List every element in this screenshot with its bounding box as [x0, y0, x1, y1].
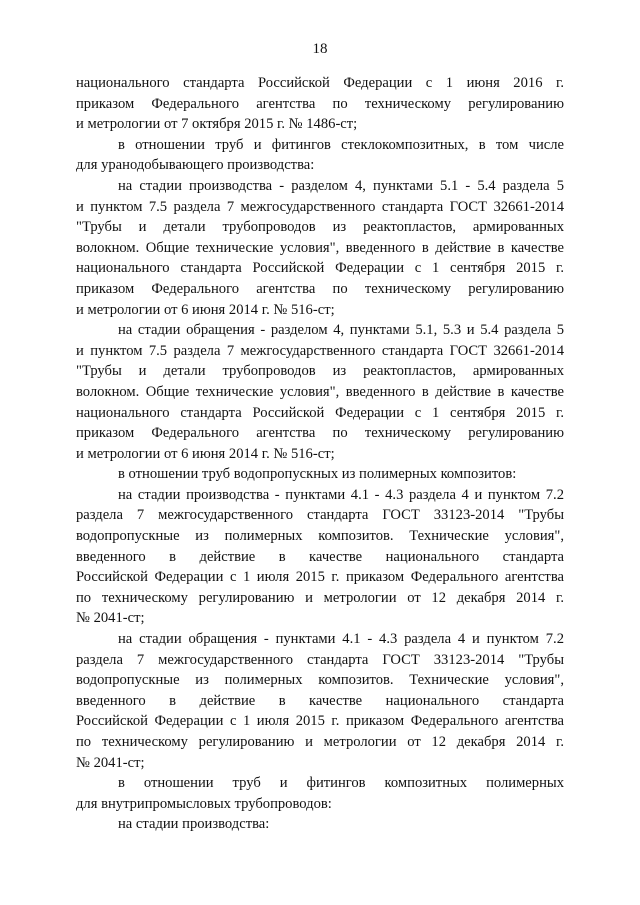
- text-line: приказом Федерального агентства по техническому регулированию: [76, 280, 564, 297]
- text-line: на стадии производства:: [118, 816, 270, 833]
- text-line: введенного в действие в качестве национального стандарта: [76, 692, 564, 709]
- text-line: в отношении труб и фитингов композитных полимерных: [118, 775, 564, 792]
- text-line: раздела 7 межгосударственного стандарта ГОСТ 33123-2014 "Трубы: [76, 651, 564, 668]
- text-line: волокном. Общие технические условия", введенного в действие в качестве: [76, 239, 564, 256]
- text-line: в отношении труб водопропускных из полимерных композитов:: [118, 466, 517, 483]
- text-line: для уранодобывающего производства:: [76, 157, 315, 174]
- text-line: национального стандарта Российской Федерации с 1 июня 2016 г.: [76, 75, 564, 91]
- text-line: Российской Федерации с 1 июля 2015 г. приказом Федерального агентства: [76, 713, 564, 730]
- page-number: 18: [312, 41, 328, 57]
- text-line: на стадии обращения - разделом 4, пунктами 5.1, 5.3 и 5.4 раздела 5: [118, 322, 564, 339]
- text-line: и метрологии от 7 октября 2015 г. № 1486-ст;: [76, 116, 358, 133]
- text-line: "Трубы и детали трубопроводов из реактопластов, армированных: [76, 363, 564, 380]
- text-line: № 2041-ст;: [76, 754, 145, 771]
- text-line: на стадии производства - пунктами 4.1 - 4.3 раздела 4 и пунктом 7.2: [118, 486, 564, 503]
- text-line: и пунктом 7.5 раздела 7 межгосударственного стандарта ГОСТ 32661-2014: [76, 342, 564, 359]
- text-line: Российской Федерации с 1 июля 2015 г. приказом Федерального агентства: [76, 569, 564, 586]
- text-line: "Трубы и детали трубопроводов из реактопластов, армированных: [76, 219, 564, 236]
- text-line: приказом Федерального агентства по техническому регулированию: [76, 95, 564, 112]
- text-line: в отношении труб и фитингов стеклокомпозитных, в том числе: [118, 136, 564, 153]
- text-line: приказом Федерального агентства по техническому регулированию: [76, 425, 564, 442]
- text-line: и метрологии от 6 июня 2014 г. № 516-ст;: [76, 301, 335, 318]
- text-line: водопропускные из полимерных композитов. Технические условия",: [76, 672, 564, 689]
- text-line: национального стандарта Российской Федерации с 1 сентября 2015 г.: [76, 260, 564, 277]
- text-line: и метрологии от 6 июня 2014 г. № 516-ст;: [76, 445, 335, 462]
- text-line: и пунктом 7.5 раздела 7 межгосударственного стандарта ГОСТ 32661-2014: [76, 198, 564, 215]
- document-body: [76, 73, 564, 835]
- text-line: для внутрипромысловых трубопроводов:: [76, 795, 332, 812]
- text-line: введенного в действие в качестве национального стандарта: [76, 548, 564, 565]
- text-line: на стадии обращения - пунктами 4.1 - 4.3 раздела 4 и пунктом 7.2: [118, 631, 564, 648]
- text-line: по техническому регулированию и метрологии от 12 декабря 2014 г.: [76, 734, 564, 750]
- text-line: раздела 7 межгосударственного стандарта ГОСТ 33123-2014 "Трубы: [76, 507, 564, 524]
- text-line: водопропускные из полимерных композитов. Технические условия",: [76, 528, 564, 545]
- text-line: волокном. Общие технические условия", введенного в действие в качестве: [76, 383, 564, 400]
- text-line: по техническому регулированию и метрологии от 12 декабря 2014 г.: [76, 589, 564, 606]
- text-line: национального стандарта Российской Федерации с 1 сентября 2015 г.: [76, 404, 564, 421]
- text-line: на стадии производства - разделом 4, пунктами 5.1 - 5.4 раздела 5: [118, 177, 564, 194]
- text-line: № 2041-ст;: [76, 610, 145, 627]
